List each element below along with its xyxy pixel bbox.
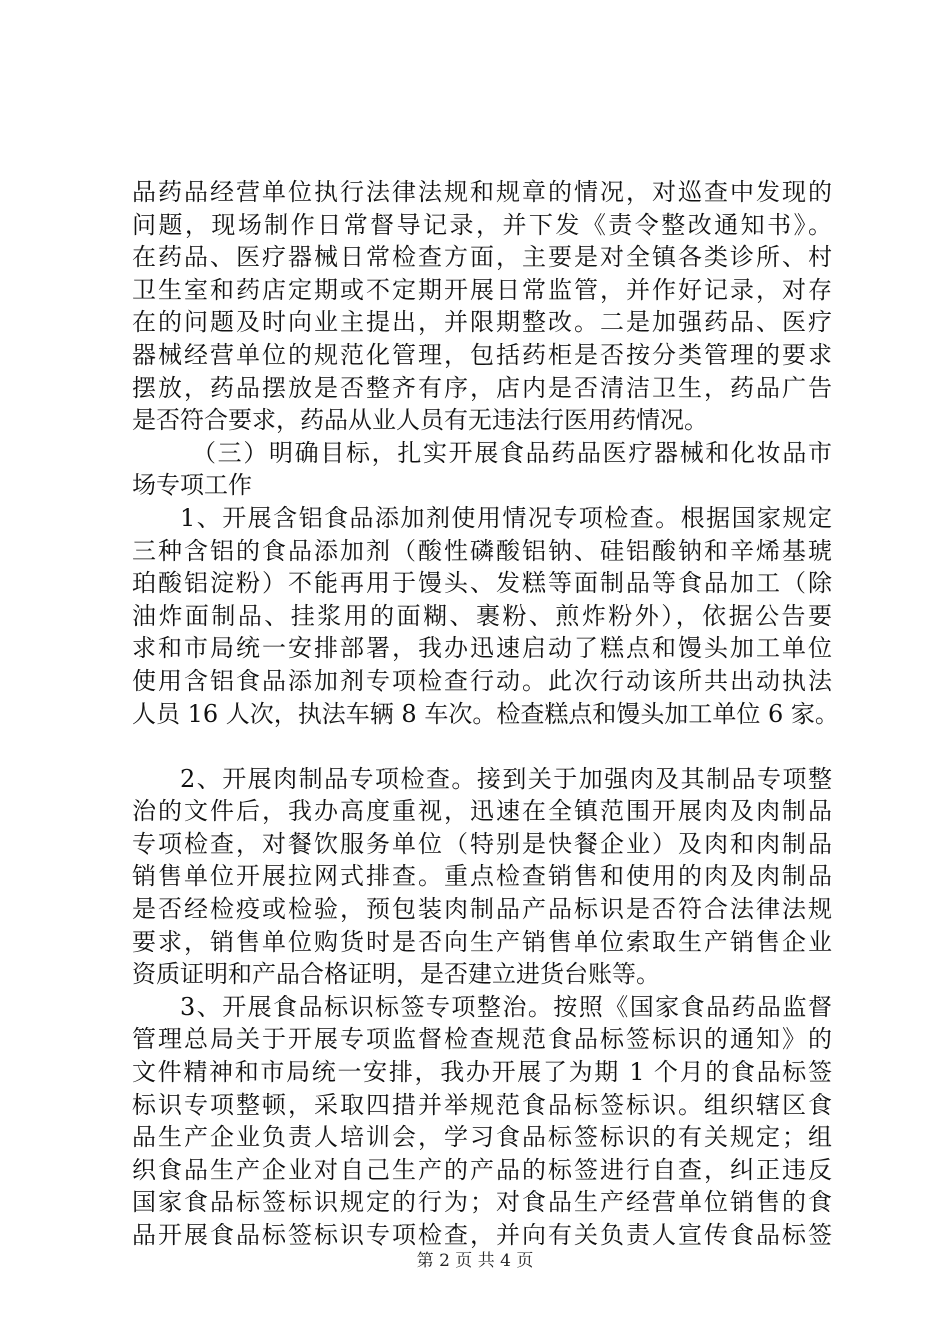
text-line: 品药品经营单位执行法律法规和规章的情况，对巡查中发现的 — [132, 178, 832, 206]
text-line: 是否符合要求，药品从业人员有无违法行医用药情况。 — [132, 406, 708, 435]
page-footer: 第 2 页 共 4 页 — [416, 1251, 534, 1271]
text-line: 2、开展肉制品专项检查。接到关于加强肉及其制品专项整 — [180, 764, 832, 793]
text-line: 文件精神和市局统一安排，我办开展了为期 1 个月的食品标签 — [132, 1058, 832, 1087]
text-line: 资质证明和产品合格证明，是否建立进货台账等。 — [132, 960, 660, 989]
text-line: 卫生室和药店定期或不定期开展日常监管，并作好记录，对存 — [132, 275, 832, 304]
text-line: 品开展食品标签标识专项检查，并向有关负责人宣传食品标签 — [132, 1221, 832, 1249]
text-line: 管理总局关于开展专项监督检查规范食品标签标识的通知》的 — [132, 1025, 832, 1054]
text-line: 要求，销售单位购货时是否向生产销售单位索取生产销售企业 — [132, 927, 832, 956]
text-line: 使用含铝食品添加剂专项检查行动。此次行动该所共出动执法 — [132, 666, 832, 695]
text-line: 国家食品标签标识规定的行为；对食品生产经营单位销售的食 — [132, 1188, 832, 1217]
text-line: 治的文件后，我办高度重视，迅速在全镇范围开展肉及肉制品 — [132, 797, 832, 826]
text-line: 在的问题及时向业主提出，并限期整改。二是加强药品、医疗 — [132, 308, 832, 337]
text-line: 专项检查，对餐饮服务单位（特别是快餐企业）及肉和肉制品 — [132, 829, 832, 858]
text-line: 3、开展食品标识标签专项整治。按照《国家食品药品监督 — [180, 992, 832, 1021]
text-line: 油炸面制品、挂浆用的面糊、裹粉、煎炸粉外），依据公告要 — [132, 601, 832, 630]
text-line: 在药品、医疗器械日常检查方面，主要是对全镇各类诊所、村 — [132, 243, 832, 272]
text-line: 三种含铝的食品添加剂（酸性磷酸铝钠、硅铝酸钠和辛烯基琥 — [132, 536, 832, 565]
text-line: 织食品生产企业对自己生产的产品的标签进行自查，纠正违反 — [132, 1155, 832, 1184]
text-line: 求和市局统一安排部署，我办迅速启动了糕点和馒头加工单位 — [132, 634, 832, 663]
document-body — [132, 176, 839, 1252]
text-line: 珀酸铝淀粉）不能再用于馒头、发糕等面制品等食品加工（除 — [132, 569, 832, 598]
text-line: 是否经检疫或检验，预包装肉制品产品标识是否符合法律法规 — [132, 895, 832, 924]
text-line: 标识专项整顿，采取四措并举规范食品标签标识。组织辖区食 — [132, 1090, 832, 1119]
text-line: 品生产企业负责人培训会，学习食品标签标识的有关规定；组 — [132, 1123, 832, 1152]
text-line: （三）明确目标，扎实开展食品药品医疗器械和化妆品市 — [192, 438, 832, 467]
text-line: 摆放，药品摆放是否整齐有序，店内是否清洁卫生，药品广告 — [132, 373, 832, 402]
text-line: 器械经营单位的规范化管理，包括药柜是否按分类管理的要求 — [132, 340, 832, 369]
text-line: 1、开展含铝食品添加剂使用情况专项检查。根据国家规定 — [180, 503, 832, 532]
text-line: 销售单位开展拉网式排查。重点检查销售和使用的肉及肉制品 — [132, 862, 832, 891]
text-line: 人员 16 人次，执法车辆 8 车次。检查糕点和馒头加工单位 6 家。 — [132, 699, 839, 728]
text-line: 问题，现场制作日常督导记录，并下发《责令整改通知书》。 — [132, 210, 832, 239]
blank-line — [132, 730, 832, 763]
text-line: 场专项工作 — [132, 471, 252, 500]
